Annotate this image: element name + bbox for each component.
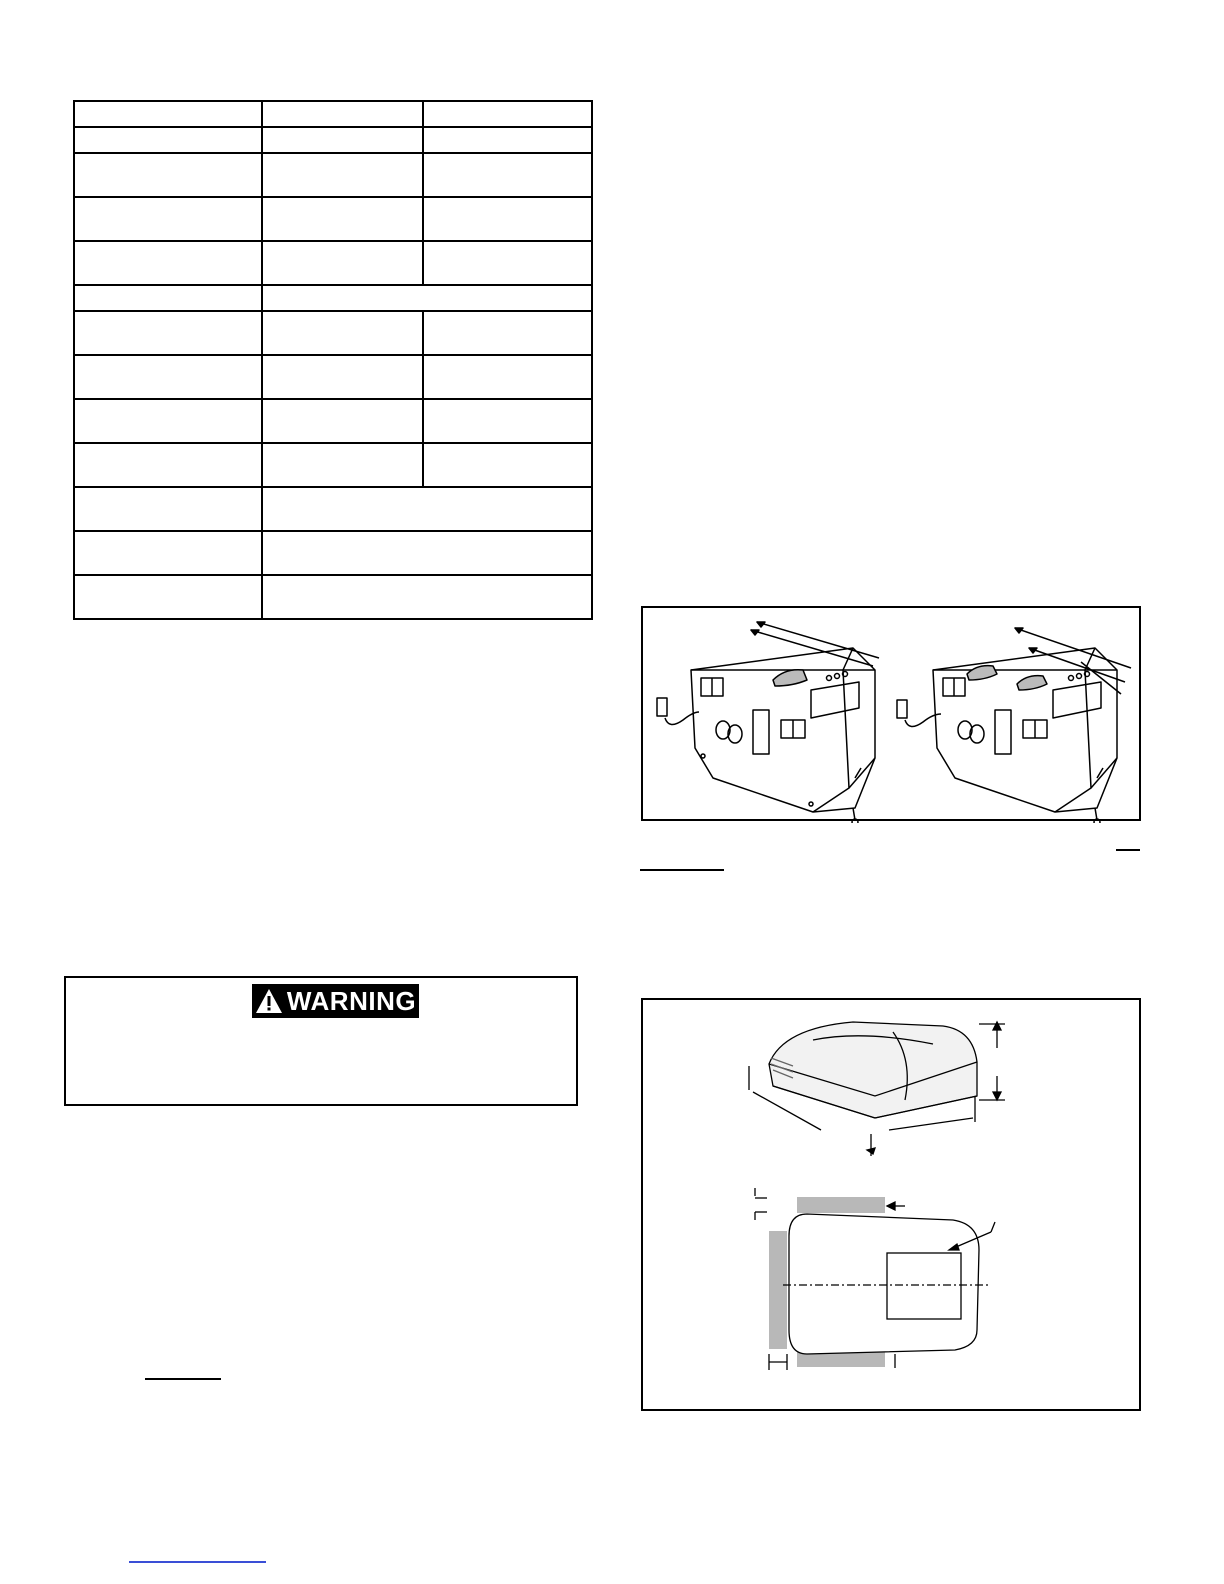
rv-trailers-illustration: [643, 608, 1143, 823]
table-row: [74, 101, 592, 127]
table-cell: [423, 153, 592, 197]
rooftop-unit-perspective: [749, 1022, 1005, 1156]
table-cell: [423, 443, 592, 487]
clearance-area-side: [769, 1231, 787, 1349]
table-cell: [74, 127, 262, 153]
table-cell: [74, 101, 262, 127]
table-row: [74, 153, 592, 197]
table-cell: [262, 355, 423, 399]
warning-triangle-icon: [255, 987, 283, 1015]
table-cell: [262, 197, 423, 241]
underline-rule: [1116, 849, 1140, 851]
table-cell: [74, 355, 262, 399]
table-row: [74, 399, 592, 443]
rooftop-unit-top-view: [755, 1188, 995, 1370]
table-cell: [262, 285, 592, 311]
table-row: [74, 443, 592, 487]
table-cell: [423, 197, 592, 241]
table-cell: [262, 101, 423, 127]
table-cell: [262, 241, 423, 285]
table-cell: [74, 575, 262, 619]
table-cell: [262, 311, 423, 355]
underline-rule: [145, 1378, 221, 1380]
warning-box: [64, 976, 578, 1106]
underline-rule: [640, 869, 724, 871]
table-row: [74, 487, 592, 531]
table-row: [74, 127, 592, 153]
table-cell: [74, 285, 262, 311]
table-cell: [262, 153, 423, 197]
table-cell: [74, 487, 262, 531]
table-row: [74, 241, 592, 285]
table-row: [74, 285, 592, 311]
table-row: [74, 355, 592, 399]
clearance-area-top: [797, 1197, 885, 1213]
unit-dimensions-figure: [641, 998, 1141, 1411]
table-row: [74, 311, 592, 355]
specifications-table: [73, 100, 593, 620]
table-cell: [74, 399, 262, 443]
table-cell: [262, 127, 423, 153]
warning-badge: [252, 984, 419, 1018]
table-cell: [74, 443, 262, 487]
rv-installation-figure: [641, 606, 1141, 821]
table-row: [74, 575, 592, 619]
table-row: [74, 531, 592, 575]
table-cell: [74, 197, 262, 241]
table-cell: [74, 311, 262, 355]
table-cell: [262, 399, 423, 443]
table-cell: [423, 355, 592, 399]
table-cell: [262, 531, 592, 575]
table-cell: [74, 241, 262, 285]
table-cell: [423, 311, 592, 355]
trailer-single-unit: [657, 622, 879, 823]
table-cell: [423, 127, 592, 153]
trailer-dual-unit: [897, 628, 1131, 823]
footer-link[interactable]: [129, 1561, 266, 1563]
table-cell: [423, 399, 592, 443]
table-row: [74, 197, 592, 241]
unit-dimensions-illustration: [643, 1000, 1143, 1413]
table-cell: [262, 487, 592, 531]
table-cell: [74, 531, 262, 575]
table-cell: [262, 575, 592, 619]
table-cell: [423, 101, 592, 127]
table-cell: [74, 153, 262, 197]
table-cell: [423, 241, 592, 285]
table-cell: [262, 443, 423, 487]
warning-label: WARNING: [286, 986, 417, 1016]
